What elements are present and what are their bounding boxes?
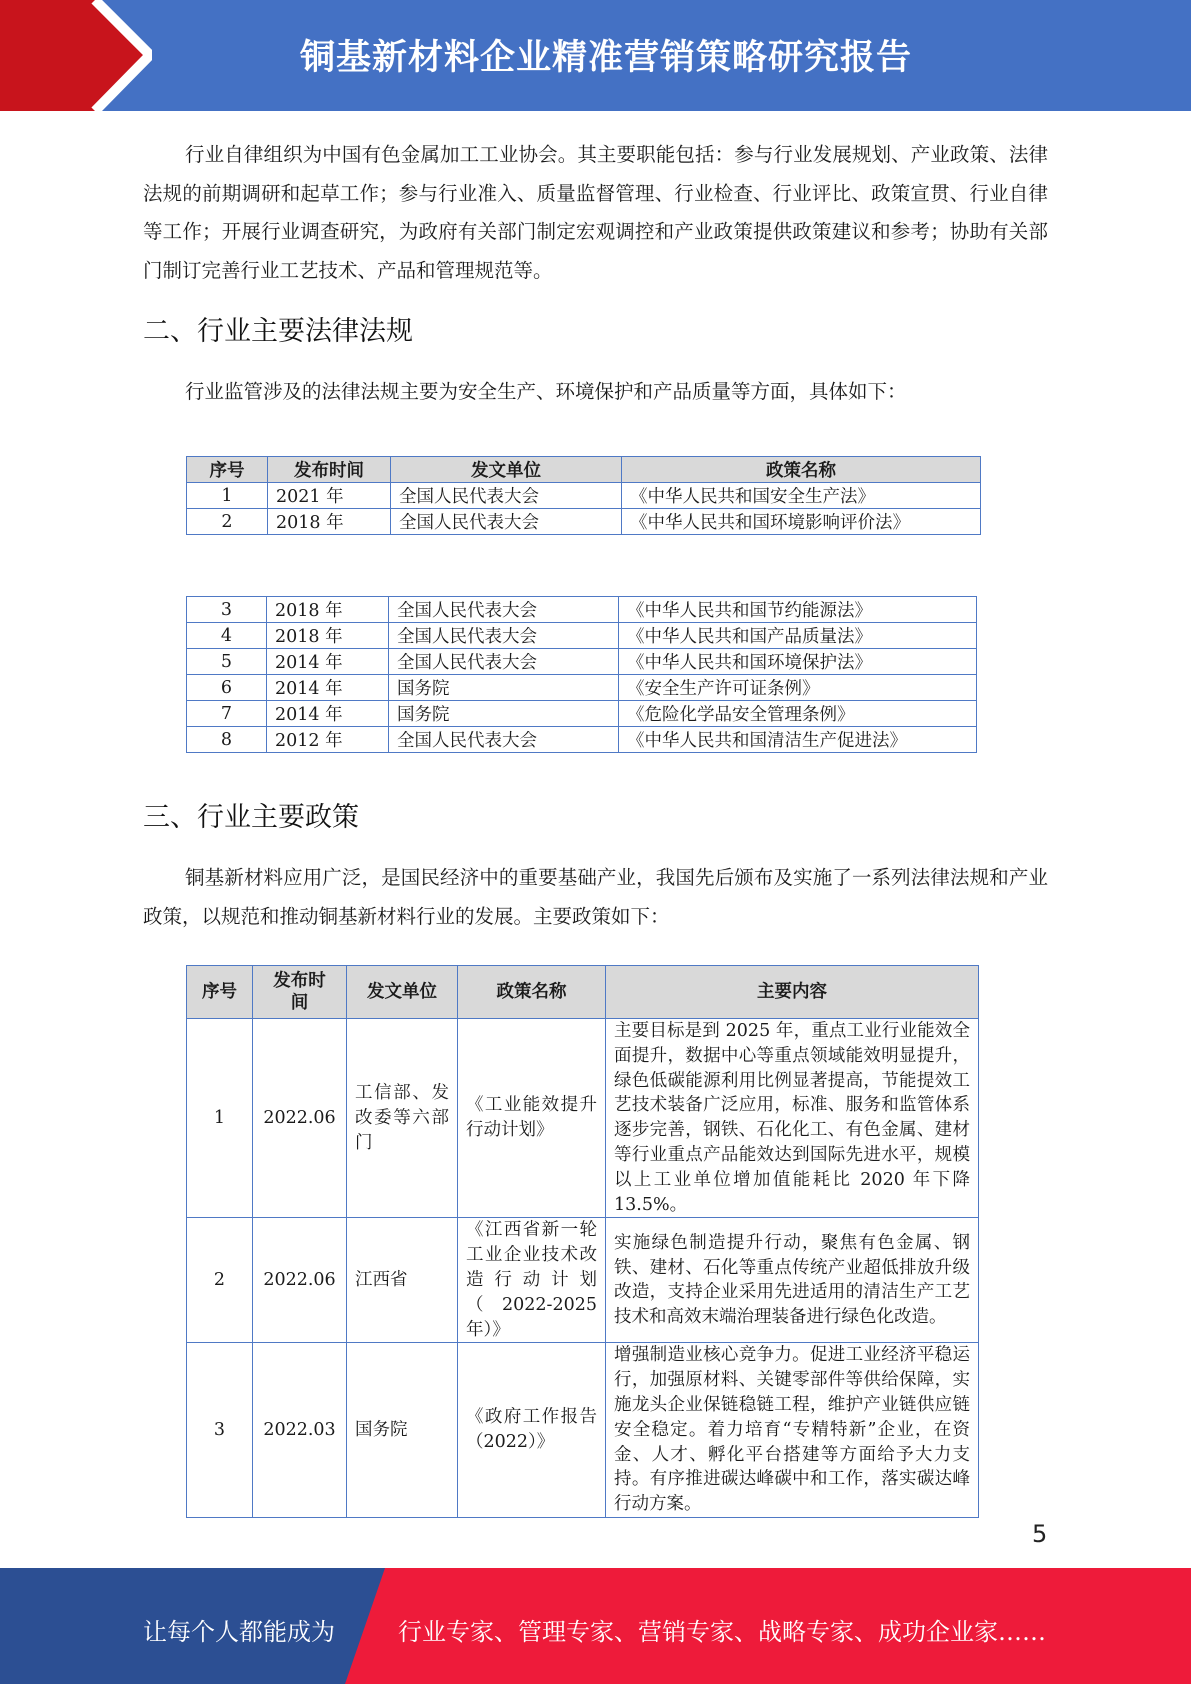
col-header-date: 发布时间 bbox=[268, 457, 391, 483]
chevron-arrow-icon bbox=[0, 0, 152, 111]
col-header-date: 发布时间 bbox=[253, 966, 347, 1019]
table-row bbox=[187, 1343, 979, 1518]
section-heading-laws: 二、行业主要法律法规 bbox=[143, 316, 413, 347]
cell-no: 3 bbox=[187, 1343, 253, 1518]
laws-table-part1 bbox=[186, 456, 981, 535]
table-row bbox=[187, 1019, 979, 1218]
col-header-no: 序号 bbox=[187, 966, 253, 1019]
table-row bbox=[187, 623, 977, 649]
col-header-policy: 政策名称 bbox=[622, 457, 981, 483]
cell-no: 4 bbox=[187, 623, 267, 649]
table-row bbox=[187, 509, 981, 535]
cell-policy: 《中华人民共和国环境影响评价法》 bbox=[622, 509, 981, 535]
cell-no: 1 bbox=[187, 483, 268, 509]
cell-date: 2018 年 bbox=[268, 509, 391, 535]
cell-date: 2014 年 bbox=[267, 701, 389, 727]
cell-policy: 《安全生产许可证条例》 bbox=[619, 675, 977, 701]
cell-date: 2018 年 bbox=[267, 623, 389, 649]
cell-issuer: 国务院 bbox=[389, 675, 619, 701]
cell-no: 7 bbox=[187, 701, 267, 727]
table-row bbox=[187, 701, 977, 727]
page-number: 5 bbox=[1032, 1520, 1048, 1548]
footer-slogan-right: 行业专家、管理专家、营销专家、战略专家、成功企业家…… bbox=[398, 1618, 1046, 1646]
policies-intro-paragraph: 铜基新材料应用广泛，是国民经济中的重要基础产业，我国先后颁布及实施了一系列法律法规和产业政策，以规范和推动铜基新材料行业的发展。主要政策如下： bbox=[143, 866, 1048, 928]
cell-issuer: 全国人民代表大会 bbox=[391, 483, 622, 509]
cell-issuer: 国务院 bbox=[389, 701, 619, 727]
cell-no: 5 bbox=[187, 649, 267, 675]
section-heading-policies: 三、行业主要政策 bbox=[143, 802, 359, 833]
table-row bbox=[187, 483, 981, 509]
intro-paragraph: 行业自律组织为中国有色金属加工工业协会。其主要职能包括：参与行业发展规划、产业政策、法律法规的前期调研和起草工作；参与行业准入、质量监督管理、行业检查、行业评比、政策宣贯、行业自律等工作；开展行业调查研究，为政府有关部门制定宏观调控和产业政策提供政策建议和参考；协助有关部门制订完善行业工艺技术、产品和管理规范等。 bbox=[143, 143, 1048, 282]
col-header-issuer: 发文单位 bbox=[347, 966, 458, 1019]
cell-issuer: 江西省 bbox=[347, 1218, 458, 1343]
cell-policy: 《工业能效提升行动计划》 bbox=[458, 1019, 606, 1218]
cell-no: 1 bbox=[187, 1019, 253, 1218]
cell-policy: 《江西省新一轮工业企业技术改造行动计划（2022-2025年）》 bbox=[458, 1218, 606, 1343]
cell-date: 2018 年 bbox=[267, 597, 389, 623]
cell-policy: 《政府工作报告（2022）》 bbox=[458, 1343, 606, 1518]
cell-issuer: 全国人民代表大会 bbox=[391, 509, 622, 535]
table-header-row bbox=[187, 457, 981, 483]
footer-slogan-left: 让每个人都能成为 bbox=[143, 1618, 335, 1646]
cell-date: 2022.03 bbox=[253, 1343, 347, 1518]
cell-date: 2021 年 bbox=[268, 483, 391, 509]
cell-content: 实施绿色制造提升行动，聚焦有色金属、钢铁、建材、石化等重点传统产业超低排放升级改造，支持企业采用先进适用的清洁生产工艺技术和高效末端治理装备进行绿色化改造。 bbox=[606, 1218, 979, 1343]
cell-date: 2014 年 bbox=[267, 649, 389, 675]
cell-no: 2 bbox=[187, 509, 268, 535]
cell-issuer: 国务院 bbox=[347, 1343, 458, 1518]
cell-no: 3 bbox=[187, 597, 267, 623]
cell-policy: 《中华人民共和国安全生产法》 bbox=[622, 483, 981, 509]
cell-policy: 《危险化学品安全管理条例》 bbox=[619, 701, 977, 727]
cell-policy: 《中华人民共和国环境保护法》 bbox=[619, 649, 977, 675]
cell-date: 2014 年 bbox=[267, 675, 389, 701]
cell-content: 增强制造业核心竞争力。促进工业经济平稳运行，加强原材料、关键零部件等供给保障，实施龙头企业保链稳链工程，维护产业链供应链安全稳定。着力培育“专精特新”企业，在资金、人才、孵化平台搭建等方面给予大力支持。有序推进碳达峰碳中和工作，落实碳达峰行动方案。 bbox=[606, 1343, 979, 1518]
cell-no: 2 bbox=[187, 1218, 253, 1343]
table-row bbox=[187, 675, 977, 701]
table-row bbox=[187, 597, 977, 623]
table-header-row bbox=[187, 966, 979, 1019]
laws-table-part2 bbox=[186, 596, 977, 753]
laws-intro-paragraph: 行业监管涉及的法律法规主要为安全生产、环境保护和产品质量等方面，具体如下： bbox=[185, 380, 907, 403]
report-title: 铜基新材料企业精准营销策略研究报告 bbox=[300, 38, 913, 78]
cell-date: 2022.06 bbox=[253, 1019, 347, 1218]
cell-policy: 《中华人民共和国清洁生产促进法》 bbox=[619, 727, 977, 753]
cell-issuer: 工信部、发改委等六部门 bbox=[347, 1019, 458, 1218]
cell-issuer: 全国人民代表大会 bbox=[389, 727, 619, 753]
policies-table bbox=[186, 965, 979, 1518]
cell-content: 主要目标是到 2025 年，重点工业行业能效全面提升，数据中心等重点领域能效明显提升，绿色低碳能源利用比例显著提高，节能提效工艺技术装备广泛应用，标准、服务和监管体系逐步完善，钢铁、石化化工、有色金属、建材等行业重点产品能效达到国际先进水平，规模以上工业单位增加值能耗比 2020 年下降 13.5%。 bbox=[606, 1019, 979, 1218]
cell-policy: 《中华人民共和国产品质量法》 bbox=[619, 623, 977, 649]
table-row bbox=[187, 649, 977, 675]
col-header-content: 主要内容 bbox=[606, 966, 979, 1019]
cell-no: 8 bbox=[187, 727, 267, 753]
page-footer bbox=[0, 1568, 1191, 1684]
table-row bbox=[187, 727, 977, 753]
cell-policy: 《中华人民共和国节约能源法》 bbox=[619, 597, 977, 623]
cell-no: 6 bbox=[187, 675, 267, 701]
cell-issuer: 全国人民代表大会 bbox=[389, 649, 619, 675]
page-header bbox=[0, 0, 1191, 111]
col-header-policy: 政策名称 bbox=[458, 966, 606, 1019]
col-header-no: 序号 bbox=[187, 457, 268, 483]
cell-date: 2022.06 bbox=[253, 1218, 347, 1343]
col-header-issuer: 发文单位 bbox=[391, 457, 622, 483]
cell-issuer: 全国人民代表大会 bbox=[389, 623, 619, 649]
table-row bbox=[187, 1218, 979, 1343]
cell-date: 2012 年 bbox=[267, 727, 389, 753]
cell-issuer: 全国人民代表大会 bbox=[389, 597, 619, 623]
